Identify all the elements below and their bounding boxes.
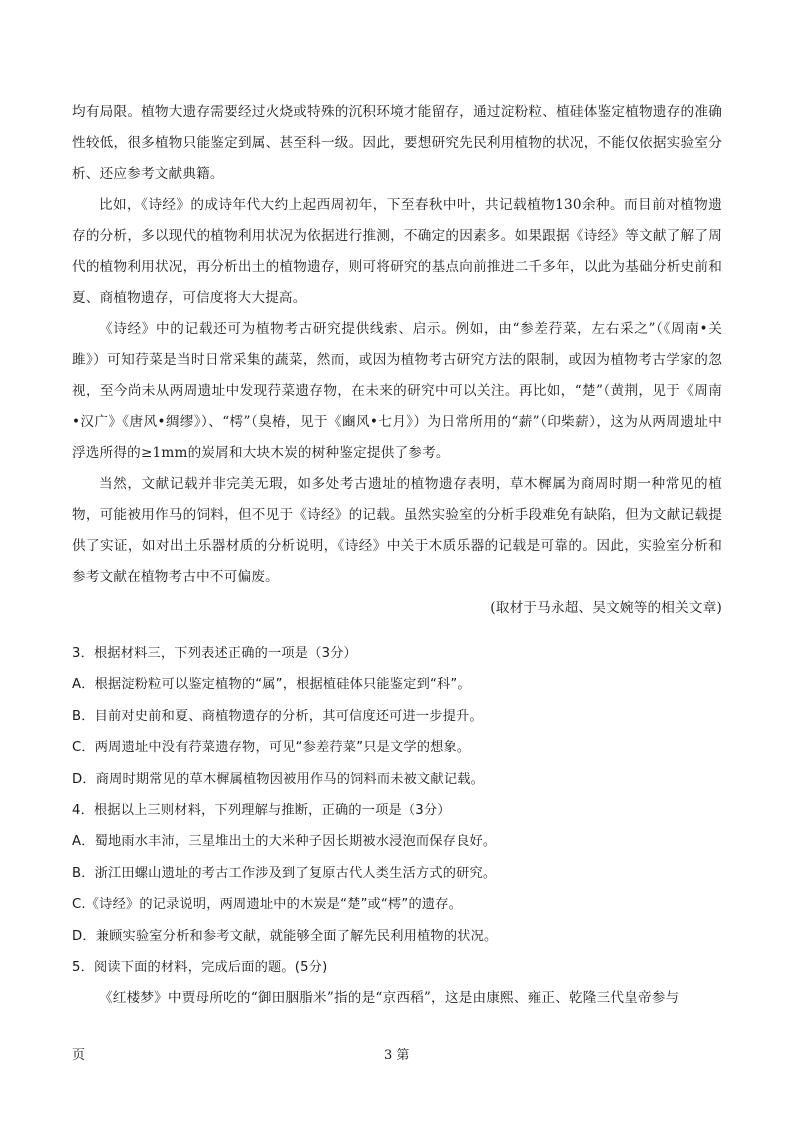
paragraph-1: 均有局限。植物大遗存需要经过火烧或特殊的沉积环境才能留存，通过淀粉粒、植硅体鉴定植物遗存的准确性较低，很多植物只能鉴定到属、甚至科一级。因此，要想研究先民利用植物的状况，不能仅依据实验室分析、还应参考文献典籍。	[72, 104, 722, 182]
question-3: 3．根据材料三，下列表述正确的一项是（3分）	[72, 646, 357, 661]
question-4-option-c: C.《诗经》的记录说明，两周遗址中的木炭是“楚”或“樗”的遗存。	[72, 897, 463, 913]
question-3-option-c: C．两周遗址中没有荇菜遗存物，可见“参差荇菜”只是文学的想象。	[72, 740, 471, 756]
footer-page-label: 页	[72, 1048, 86, 1063]
question-3-option-d: D．商周时期常见的草木樨属植物因被用作马的饲料而未被文献记载。	[72, 771, 484, 787]
footer-page-number: 3 第	[384, 1048, 410, 1063]
paragraph-3: 《诗经》中的记载还可为植物考古研究提供线索、启示。例如，由“参差荇菜，左右采之”（《周南•关雎》）可知荇菜是当时日常采集的蔬菜，然而，或因为植物考古研究方法的限制，或因为植物考古学家的忽视，至今尚未从两周遗址中发现荇菜遗存物，在未来的研究中可以关注。再比如，“楚”（黄荆，见于《周南•汉广》《唐风•绸缪》）、“樗”（臭椿，见于《豳风•七月》）为日常所用的“薪”（印柴薪），这为从两周遗址中浮选所得的≥1mm的炭屑和大块木炭的树种鉴定提供了参考。	[72, 321, 722, 461]
questions-block	[72, 638, 722, 1014]
question-4-option-d: D．兼顾实验室分析和参考文献，就能够全面了解先民利用植物的状况。	[72, 928, 498, 944]
question-4-option-b: B．浙江田螺山遗址的考古工作涉及到了复原古代人类生活方式的研究。	[72, 865, 497, 881]
material-text-block	[72, 97, 722, 624]
question-4-option-a: A．蜀地雨水丰沛，三星堆出土的大米种子因长期被水浸泡而保存良好。	[72, 834, 497, 850]
question-5: 5．阅读下面的材料，完成后面的题。(5分)	[72, 960, 328, 976]
paragraph-4: 当然，文献记载并非完美无瑕，如多处考古遗址的植物遗存表明，草木樨属为商周时期一种常见的植物，可能被用作马的饲料，但不见于《诗经》的记载。虽然实验室的分析手段难免有缺陷，但为文献记载提供了实证，如对出土乐器材质的分析说明，《诗经》中关于木质乐器的记载是可靠的。因此，实验室分析和参考文献在植物考古中不可偏废。	[72, 476, 722, 585]
question-3-option-b: B．目前对史前和夏、商植物遗存的分析，其可信度还可进一步提升。	[72, 708, 483, 724]
question-5-material: 《红楼梦》中贾母所吃的“御田胭脂米”指的是“京西稻”，这是由康熙、雍正、乾隆三代皇帝参与	[99, 990, 680, 1007]
source-note: (取材于马永超、吴文婉等的相关文章)	[490, 600, 722, 616]
question-3-option-a: A．根据淀粉粒可以鉴定植物的“属”，根据植硅体只能鉴定到“科”。	[72, 677, 471, 693]
question-4: 4．根据以上三则材料，下列理解与推断，正确的一项是（3分）	[72, 803, 451, 819]
paragraph-2: 比如，《诗经》的成诗年代大约上起西周初年，下至春秋中叶，共记载植物130余种。而目前对植物遗存的分析，多以现代的植物利用状况为依据进行推测，不确定的因素多。如果跟据《诗经》等文献了解了周代的植物利用状况，再分析出土的植物遗存，则可将研究的基点向前推进二千多年，以此为基础分析史前和夏、商植物遗存，可信度将大大提高。	[72, 197, 722, 306]
